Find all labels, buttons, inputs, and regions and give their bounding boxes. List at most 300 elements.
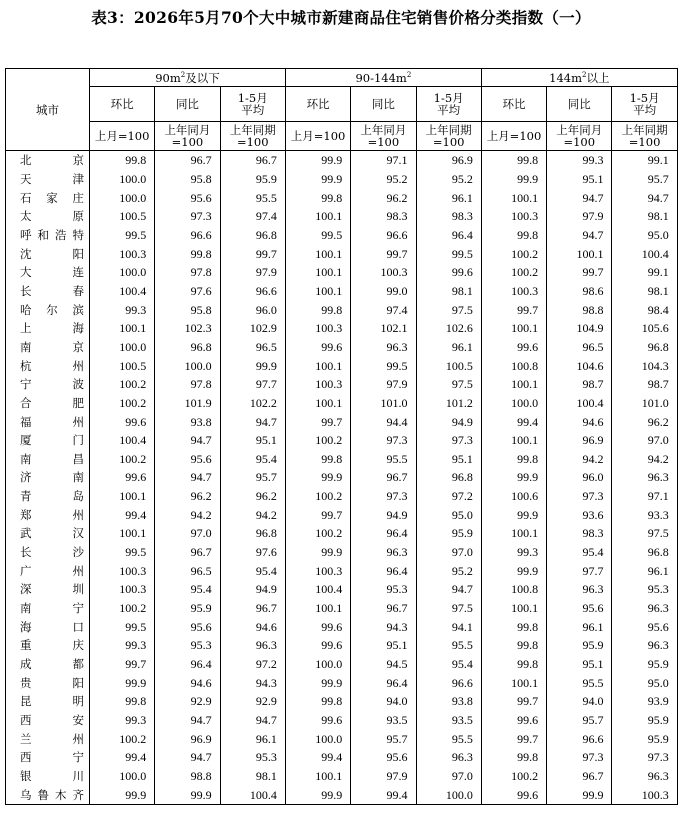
index-value: 99.3 [90, 636, 155, 655]
index-value: 97.0 [155, 524, 220, 543]
index-value: 101.0 [612, 394, 677, 413]
index-value: 96.3 [612, 599, 677, 618]
index-value: 100.1 [285, 244, 350, 263]
index-value: 96.3 [351, 338, 416, 357]
city-name: 宁波 [6, 375, 90, 394]
index-value: 94.9 [416, 412, 481, 431]
index-value: 99.9 [481, 561, 546, 580]
index-value: 98.3 [351, 207, 416, 226]
index-value: 100.2 [285, 431, 350, 450]
index-value: 99.8 [481, 748, 546, 767]
index-value: 98.1 [612, 282, 677, 301]
table-row [6, 785, 678, 804]
index-value: 100.2 [90, 394, 155, 413]
city-name: 西安 [6, 711, 90, 730]
index-value: 96.0 [220, 300, 285, 319]
index-value: 100.3 [90, 561, 155, 580]
table-row [6, 170, 678, 189]
index-value: 99.6 [285, 711, 350, 730]
index-value: 94.5 [351, 655, 416, 674]
table-row [6, 282, 678, 301]
base-header-ytd-avg: 上年同期 =100 [612, 122, 677, 151]
index-value: 99.6 [285, 636, 350, 655]
index-value: 95.1 [547, 655, 612, 674]
index-value: 94.9 [351, 505, 416, 524]
index-value: 100.0 [285, 729, 350, 748]
index-value: 100.3 [90, 580, 155, 599]
index-value: 99.1 [612, 151, 677, 170]
base-header-ytd-avg: 上年同期 =100 [220, 122, 285, 151]
index-value: 96.8 [416, 468, 481, 487]
index-value: 95.4 [547, 543, 612, 562]
city-name: 济南 [6, 468, 90, 487]
index-value: 102.3 [155, 319, 220, 338]
index-value: 96.4 [351, 673, 416, 692]
index-value: 100.1 [481, 319, 546, 338]
index-value: 99.7 [481, 692, 546, 711]
index-value: 94.7 [547, 226, 612, 245]
index-value: 93.8 [155, 412, 220, 431]
table-row [6, 655, 678, 674]
index-value: 99.9 [90, 785, 155, 804]
index-value: 96.1 [416, 188, 481, 207]
index-value: 94.0 [547, 692, 612, 711]
city-name: 太原 [6, 207, 90, 226]
index-value: 97.2 [220, 655, 285, 674]
index-value: 98.7 [612, 375, 677, 394]
index-value: 99.1 [612, 263, 677, 282]
index-value: 99.5 [90, 617, 155, 636]
index-value: 99.9 [285, 673, 350, 692]
index-value: 100.0 [90, 767, 155, 786]
index-value: 97.9 [220, 263, 285, 282]
index-value: 99.3 [90, 711, 155, 730]
index-value: 99.6 [285, 617, 350, 636]
index-value: 100.2 [481, 263, 546, 282]
city-name: 哈尔滨 [6, 300, 90, 319]
table-row [6, 431, 678, 450]
index-value: 105.6 [612, 319, 677, 338]
index-value: 95.4 [220, 450, 285, 469]
index-value: 98.3 [416, 207, 481, 226]
index-value: 96.2 [612, 412, 677, 431]
index-value: 99.8 [155, 244, 220, 263]
index-value: 99.8 [481, 617, 546, 636]
index-value: 94.6 [220, 617, 285, 636]
table-row [6, 412, 678, 431]
index-value: 95.2 [416, 561, 481, 580]
metric-header-mom: 环比 [90, 87, 155, 122]
index-value: 92.9 [155, 692, 220, 711]
index-value: 94.7 [612, 188, 677, 207]
index-value: 94.0 [351, 692, 416, 711]
table-row [6, 524, 678, 543]
index-value: 99.9 [285, 170, 350, 189]
group-header-small: $90m^2$及以下 [90, 69, 286, 87]
index-value: 101.9 [155, 394, 220, 413]
index-value: 94.2 [155, 505, 220, 524]
index-value: 94.3 [351, 617, 416, 636]
index-value: 97.5 [416, 300, 481, 319]
index-value: 100.8 [481, 356, 546, 375]
index-value: 94.2 [220, 505, 285, 524]
index-value: 99.9 [285, 785, 350, 804]
table-row [6, 394, 678, 413]
base-header-yoy: 上年同月 =100 [351, 122, 416, 151]
city-name: 沈阳 [6, 244, 90, 263]
index-value: 95.6 [155, 188, 220, 207]
index-value: 95.6 [351, 748, 416, 767]
index-value: 96.6 [416, 673, 481, 692]
index-value: 99.7 [220, 244, 285, 263]
index-value: 97.5 [416, 375, 481, 394]
city-name: 北京 [6, 151, 90, 170]
index-value: 100.0 [285, 655, 350, 674]
index-value: 97.2 [416, 487, 481, 506]
table-row [6, 561, 678, 580]
index-value: 95.6 [155, 450, 220, 469]
index-value: 94.2 [612, 450, 677, 469]
index-value: 99.7 [481, 300, 546, 319]
index-value: 99.8 [481, 226, 546, 245]
index-value: 99.6 [90, 412, 155, 431]
metric-header-ytd-avg: 1-5月 平均 [220, 87, 285, 122]
city-name: 兰州 [6, 729, 90, 748]
index-value: 93.5 [416, 711, 481, 730]
index-value: 99.8 [285, 188, 350, 207]
city-name: 大连 [6, 263, 90, 282]
group-header-large: $144m^2$以上 [481, 69, 677, 87]
index-value: 97.1 [351, 151, 416, 170]
index-value: 95.3 [612, 580, 677, 599]
index-value: 95.7 [547, 711, 612, 730]
index-value: 95.1 [547, 170, 612, 189]
index-value: 98.8 [155, 767, 220, 786]
index-value: 99.8 [481, 450, 546, 469]
index-value: 98.6 [547, 282, 612, 301]
table-row [6, 636, 678, 655]
index-value: 99.5 [351, 356, 416, 375]
city-column-header: 城市 [6, 69, 90, 151]
index-value: 99.4 [481, 412, 546, 431]
index-value: 100.8 [481, 580, 546, 599]
index-value: 99.9 [285, 543, 350, 562]
index-value: 99.7 [285, 412, 350, 431]
index-value: 100.0 [90, 188, 155, 207]
table-row [6, 375, 678, 394]
index-value: 94.3 [220, 673, 285, 692]
index-value: 104.6 [547, 356, 612, 375]
metric-header-ytd-avg: 1-5月 平均 [612, 87, 677, 122]
index-value: 96.8 [220, 524, 285, 543]
index-value: 100.0 [90, 338, 155, 357]
city-name: 郑州 [6, 505, 90, 524]
index-value: 95.0 [612, 226, 677, 245]
city-name: 长春 [6, 282, 90, 301]
index-value: 99.8 [90, 692, 155, 711]
index-value: 97.9 [351, 375, 416, 394]
index-value: 99.7 [285, 505, 350, 524]
city-name: 西宁 [6, 748, 90, 767]
index-value: 100.1 [90, 524, 155, 543]
base-header-mom: 上月=100 [481, 122, 546, 151]
index-value: 97.9 [351, 767, 416, 786]
header-row-bases [6, 122, 678, 151]
index-value: 99.9 [285, 468, 350, 487]
index-value: 94.6 [547, 412, 612, 431]
index-value: 93.9 [612, 692, 677, 711]
table-row [6, 226, 678, 245]
index-value: 99.5 [90, 226, 155, 245]
base-header-ytd-avg: 上年同期 =100 [416, 122, 481, 151]
price-index-table [5, 68, 678, 805]
index-value: 94.7 [155, 711, 220, 730]
index-value: 95.6 [547, 599, 612, 618]
index-value: 95.0 [612, 673, 677, 692]
index-value: 99.8 [481, 151, 546, 170]
index-value: 96.7 [220, 151, 285, 170]
index-value: 100.5 [90, 356, 155, 375]
city-name: 合肥 [6, 394, 90, 413]
city-name: 海口 [6, 617, 90, 636]
index-value: 100.4 [90, 431, 155, 450]
index-value: 95.2 [351, 170, 416, 189]
metric-header-mom: 环比 [481, 87, 546, 122]
table-title: 表3：2026年5月70个大中城市新建商品住宅销售价格分类指数（一） [91, 8, 591, 27]
index-value: 99.6 [285, 338, 350, 357]
table-row [6, 487, 678, 506]
index-value: 96.8 [220, 226, 285, 245]
index-value: 95.9 [220, 170, 285, 189]
table-row [6, 151, 678, 170]
index-value: 100.1 [481, 188, 546, 207]
index-value: 100.2 [481, 767, 546, 786]
index-value: 100.0 [416, 785, 481, 804]
index-value: 96.4 [351, 561, 416, 580]
index-value: 99.8 [285, 300, 350, 319]
index-value: 96.3 [220, 636, 285, 655]
index-value: 99.4 [90, 505, 155, 524]
index-value: 96.7 [155, 151, 220, 170]
index-value: 100.3 [612, 785, 677, 804]
index-value: 100.1 [481, 673, 546, 692]
index-value: 99.6 [90, 468, 155, 487]
index-value: 95.9 [416, 524, 481, 543]
table-row [6, 450, 678, 469]
index-value: 95.3 [351, 580, 416, 599]
index-value: 100.2 [285, 524, 350, 543]
index-value: 97.3 [547, 748, 612, 767]
base-header-mom: 上月=100 [90, 122, 155, 151]
metric-header-ytd-avg: 1-5月 平均 [416, 87, 481, 122]
index-value: 96.1 [220, 729, 285, 748]
index-value: 95.0 [416, 505, 481, 524]
index-value: 99.6 [481, 338, 546, 357]
index-value: 96.9 [547, 431, 612, 450]
index-value: 101.2 [416, 394, 481, 413]
city-name: 重庆 [6, 636, 90, 655]
index-value: 93.6 [547, 505, 612, 524]
index-value: 96.6 [351, 226, 416, 245]
index-value: 100.0 [90, 263, 155, 282]
index-value: 99.7 [351, 244, 416, 263]
index-value: 93.5 [351, 711, 416, 730]
index-value: 100.1 [547, 244, 612, 263]
index-value: 99.9 [547, 785, 612, 804]
index-value: 99.6 [416, 263, 481, 282]
index-value: 96.7 [547, 767, 612, 786]
index-value: 100.2 [481, 244, 546, 263]
index-value: 99.9 [90, 673, 155, 692]
index-value: 95.1 [416, 450, 481, 469]
city-name: 南宁 [6, 599, 90, 618]
index-value: 102.1 [351, 319, 416, 338]
index-value: 99.4 [285, 748, 350, 767]
index-value: 97.0 [416, 767, 481, 786]
index-value: 95.6 [612, 617, 677, 636]
table-row [6, 748, 678, 767]
index-value: 101.0 [351, 394, 416, 413]
index-value: 100.0 [481, 394, 546, 413]
index-value: 96.1 [416, 338, 481, 357]
index-value: 95.9 [612, 711, 677, 730]
index-value: 100.4 [612, 244, 677, 263]
index-value: 95.5 [416, 636, 481, 655]
index-value: 100.5 [90, 207, 155, 226]
index-value: 97.3 [612, 748, 677, 767]
index-value: 97.4 [220, 207, 285, 226]
index-value: 100.1 [90, 487, 155, 506]
header-row-groups [6, 69, 678, 87]
index-value: 98.1 [612, 207, 677, 226]
index-value: 100.1 [481, 524, 546, 543]
index-value: 99.5 [416, 244, 481, 263]
index-value: 100.0 [90, 170, 155, 189]
index-value: 95.9 [547, 636, 612, 655]
metric-header-mom: 环比 [285, 87, 350, 122]
city-name: 青岛 [6, 487, 90, 506]
metric-header-yoy: 同比 [351, 87, 416, 122]
table-body [6, 151, 678, 805]
table-row [6, 692, 678, 711]
index-value: 99.4 [90, 748, 155, 767]
index-value: 96.7 [351, 599, 416, 618]
city-name: 南京 [6, 338, 90, 357]
index-value: 96.9 [155, 729, 220, 748]
index-value: 99.8 [90, 151, 155, 170]
city-name: 广州 [6, 561, 90, 580]
index-value: 99.7 [90, 655, 155, 674]
table-row [6, 468, 678, 487]
index-value: 94.7 [155, 431, 220, 450]
index-value: 95.9 [612, 729, 677, 748]
index-value: 100.1 [481, 599, 546, 618]
index-value: 96.3 [612, 468, 677, 487]
index-value: 96.4 [416, 226, 481, 245]
index-value: 96.7 [155, 543, 220, 562]
table-row [6, 580, 678, 599]
index-value: 100.3 [481, 207, 546, 226]
index-value: 98.8 [547, 300, 612, 319]
index-value: 95.9 [155, 599, 220, 618]
index-value: 93.8 [416, 692, 481, 711]
index-value: 99.8 [285, 692, 350, 711]
table-header [6, 69, 678, 151]
index-value: 99.9 [155, 785, 220, 804]
index-value: 98.1 [220, 767, 285, 786]
index-value: 100.1 [285, 767, 350, 786]
city-name: 厦门 [6, 431, 90, 450]
table-row [6, 300, 678, 319]
index-value: 99.9 [220, 356, 285, 375]
index-value: 100.3 [285, 319, 350, 338]
index-value: 96.4 [155, 655, 220, 674]
index-value: 98.4 [612, 300, 677, 319]
index-value: 100.2 [285, 487, 350, 506]
index-value: 95.7 [612, 170, 677, 189]
index-value: 97.5 [612, 524, 677, 543]
index-value: 100.1 [481, 431, 546, 450]
table-row [6, 729, 678, 748]
index-value: 94.7 [547, 188, 612, 207]
metric-header-yoy: 同比 [547, 87, 612, 122]
index-value: 95.4 [220, 561, 285, 580]
table-row [6, 673, 678, 692]
index-value: 97.8 [155, 263, 220, 282]
index-value: 99.6 [481, 785, 546, 804]
index-value: 97.4 [351, 300, 416, 319]
index-value: 95.8 [155, 300, 220, 319]
index-value: 95.2 [416, 170, 481, 189]
index-value: 96.5 [155, 561, 220, 580]
table-row [6, 543, 678, 562]
index-value: 99.0 [351, 282, 416, 301]
index-value: 100.3 [351, 263, 416, 282]
index-value: 102.2 [220, 394, 285, 413]
index-value: 100.1 [285, 599, 350, 618]
index-value: 96.2 [220, 487, 285, 506]
index-value: 100.3 [481, 282, 546, 301]
index-value: 100.2 [90, 450, 155, 469]
index-value: 100.1 [90, 319, 155, 338]
index-value: 99.6 [481, 711, 546, 730]
index-value: 100.4 [285, 580, 350, 599]
table-row [6, 263, 678, 282]
index-value: 100.4 [90, 282, 155, 301]
index-value: 96.6 [155, 226, 220, 245]
index-value: 100.5 [416, 356, 481, 375]
index-value: 97.0 [416, 543, 481, 562]
index-value: 94.2 [547, 450, 612, 469]
index-value: 95.8 [155, 170, 220, 189]
index-value: 102.9 [220, 319, 285, 338]
city-name: 乌鲁木齐 [6, 785, 90, 804]
index-value: 99.3 [90, 300, 155, 319]
table-row [6, 711, 678, 730]
index-value: 95.4 [416, 655, 481, 674]
index-value: 95.1 [351, 636, 416, 655]
index-value: 95.5 [547, 673, 612, 692]
index-value: 98.7 [547, 375, 612, 394]
index-value: 96.8 [612, 338, 677, 357]
index-value: 97.6 [155, 282, 220, 301]
city-name: 南昌 [6, 450, 90, 469]
city-name: 武汉 [6, 524, 90, 543]
index-value: 99.8 [481, 636, 546, 655]
index-value: 97.3 [416, 431, 481, 450]
table-row [6, 188, 678, 207]
city-name: 昆明 [6, 692, 90, 711]
